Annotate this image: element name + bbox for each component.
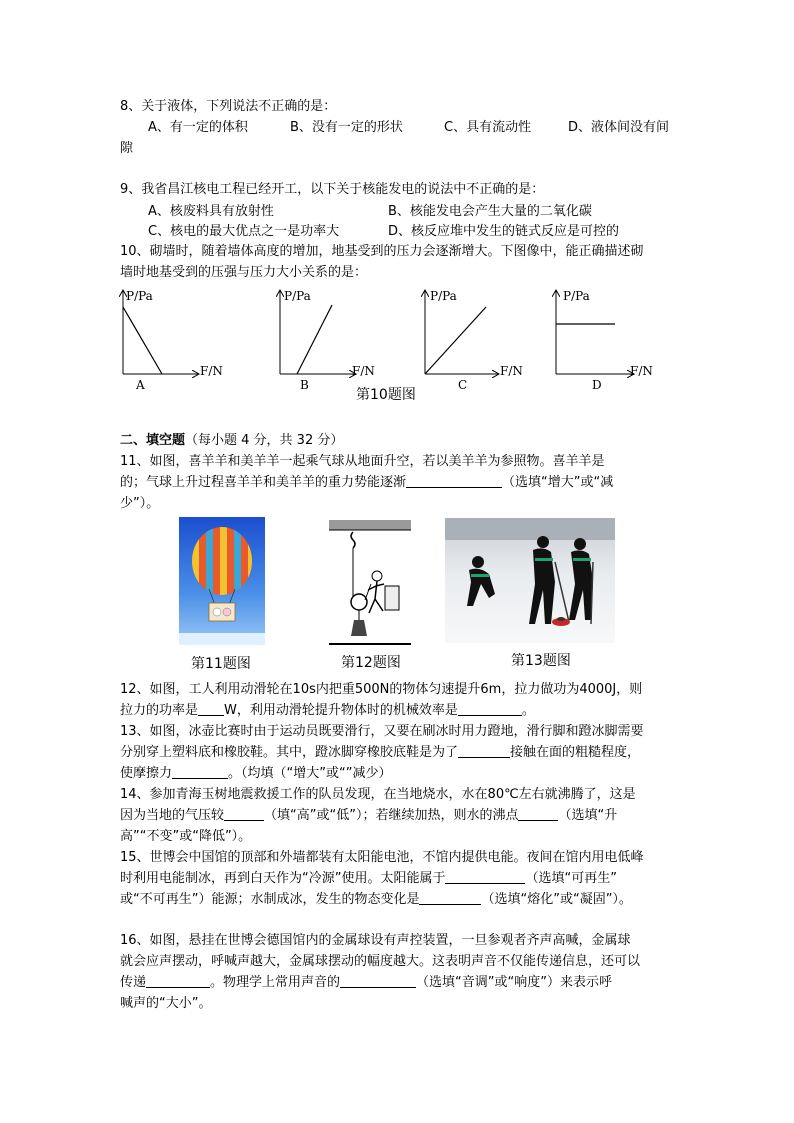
q13-line3 — [120, 765, 391, 783]
q13-text-a: 分别穿上塑料底和橡胶鞋。其中，蹬冰脚穿橡胶底鞋是为了 — [120, 745, 459, 760]
q11-caption: 第11题图 — [191, 656, 251, 672]
q11-text-a: 的；气球上升过程喜羊羊和美羊羊的重力势能逐渐 — [120, 475, 407, 490]
q16-line1: 16、如图，悬挂在世博会德国馆内的金属球设有声控装置，一旦参观者齐声高喊，金属球 — [120, 933, 631, 948]
q13-text-d: 。（均填（“增大”或“”减少） — [228, 766, 392, 781]
q8-option-a: A、有一定的体积 — [148, 120, 248, 135]
q15-text-a: 时利用电能制冰，再到白天作为“冷源”使用。太阳能属于 — [120, 871, 446, 886]
graph-a-letter: A — [136, 378, 145, 392]
q9-option-a: A、核废料具有放射性 — [148, 204, 274, 219]
q11-line3: 少”）。 — [120, 496, 160, 511]
q15-line3 — [120, 891, 632, 909]
q12-text-b1: 拉力的功率是 — [120, 703, 199, 718]
graph-d-y-label: P/Pa — [563, 289, 590, 303]
q12-line2 — [120, 702, 535, 720]
q15-line1: 15、世博会中国馆的顶部和外墙都装有太阳能电池，不馆内提供电能。夜间在馆内用电低峰 — [120, 850, 644, 865]
graph-a-y-label: P/Pa — [126, 289, 153, 303]
q14-blank-2 — [518, 807, 558, 821]
section2-heading — [120, 432, 343, 450]
q16-blank-1 — [146, 974, 210, 988]
q12-text-b3: 。 — [521, 703, 535, 718]
q14-blank-1 — [224, 807, 264, 821]
graph-b-letter: B — [300, 378, 309, 392]
q12-text-b2: W，利用动滑轮提升物体时的机械效率是 — [224, 703, 458, 718]
figure-13-curling-image — [445, 518, 615, 643]
q16-blank-2 — [340, 974, 416, 988]
q9-option-b: B、核能发电会产生大量的二氧化碳 — [388, 204, 592, 219]
q13-blank-2 — [172, 765, 228, 779]
q15-blank-1 — [445, 870, 525, 884]
q15-line2 — [120, 870, 617, 888]
graph-c-y-label: P/Pa — [430, 289, 457, 303]
q13-text-b: 接触在面的粗糙程度， — [510, 745, 641, 760]
q9-stem: 9、我省昌江核电工程已经开工，以下关于核能发电的说法中不正确的是： — [120, 182, 545, 197]
pulley-icon — [327, 518, 413, 649]
q9-option-d: D、核反应堆中发生的链式反应是可控的 — [388, 224, 620, 239]
graph-c-x-label: F/N — [500, 364, 523, 378]
q12-caption: 第12题图 — [341, 655, 401, 671]
q14-text-a: 因为当地的气压较 — [120, 808, 225, 823]
q16-line4: 喊声的“大小”。 — [120, 996, 212, 1011]
graph-c-line — [425, 307, 486, 374]
q9-option-c: C、核电的最大优点之一是功率大 — [148, 224, 340, 239]
q8-stem: 8、关于液体，下列说法不正确的是： — [120, 99, 337, 114]
q16-line2: 就会应声摆动，呼喊声越大，金属球摆动的幅度越大。这表明声音不仅能传递信息，还可以 — [120, 954, 641, 969]
q13-text-c: 使摩擦力 — [120, 766, 173, 781]
figure-11-balloon-image — [179, 517, 265, 645]
graph-b-y-label: P/Pa — [284, 289, 311, 303]
q8-wrap: 隙 — [120, 141, 134, 156]
graph-d-x-label: F/N — [630, 364, 653, 378]
q11-blank — [406, 474, 502, 488]
q14-line2 — [120, 807, 617, 825]
q13-blank-1 — [458, 744, 510, 758]
graph-b-x-label: F/N — [352, 364, 375, 378]
q14-line3: 高”“不变”或“降低”）。 — [120, 829, 252, 844]
q11-line1: 11、如图，喜羊羊和美羊羊一起乘气球从地面升空，若以美羊羊为参照物。喜羊羊是 — [120, 454, 605, 469]
q8-option-d: D、液体间没有间 — [568, 120, 670, 135]
q14-text-b: （填“高”或“低”）；若继续加热，则水的沸点 — [264, 808, 519, 823]
graph-d-letter: D — [592, 378, 602, 392]
q15-text-b: （选填“可再生” — [525, 871, 617, 886]
q12-line1: 12、如图，工人利用动滑轮在10s内把重500N的物体匀速提升6m，拉力做功为4000J，则 — [120, 682, 643, 697]
q8-option-b: B、没有一定的形状 — [290, 120, 403, 135]
q10-caption: 第10题图 — [356, 387, 416, 403]
section2-note: （每小题 4 分，共 32 分） — [185, 433, 344, 448]
q16-text-a: 传递 — [120, 975, 147, 990]
graph-a-x-label: F/N — [200, 364, 223, 378]
q10-line2: 墙时地基受到的压强与压力大小关系的是： — [120, 265, 368, 280]
graph-c-letter: C — [458, 378, 468, 392]
q16-line3 — [120, 974, 612, 992]
q15-blank-2 — [419, 891, 481, 905]
q12-blank-2 — [458, 702, 522, 716]
q13-line2 — [120, 744, 640, 762]
q14-text-c: （选填“升 — [558, 808, 618, 823]
curling-icon — [445, 518, 615, 643]
figure-12-pulley-image — [327, 518, 413, 649]
q16-text-b: 。物理学上常用声音的 — [210, 975, 341, 990]
q15-text-c: 或“不可再生”）能源；水制成冰，发生的物态变化是 — [120, 892, 420, 907]
q8-option-c: C、具有流动性 — [444, 120, 532, 135]
balloon-icon — [179, 517, 265, 645]
q15-text-d: （选填“熔化”或“凝固”）。 — [481, 892, 632, 907]
graph-b-line — [297, 305, 332, 374]
q13-caption: 第13题图 — [511, 653, 571, 669]
q12-blank-1 — [198, 702, 224, 716]
q14-line1: 14、参加青海玉树地震救援工作的队员发现，在当地烧水，水在80℃左右就沸腾了，这是 — [120, 787, 636, 802]
q13-line1: 13、如图，冰壶比赛时由于运动员既要滑行，又要在刷冰时用力蹬地，滑行脚和蹬冰脚需要 — [120, 724, 644, 739]
q11-text-b: （选填“增大”或“减 — [502, 475, 614, 490]
q11-line2 — [120, 474, 613, 492]
q16-text-c: （选填“音调”或“响度”）来表示呼 — [416, 975, 612, 990]
q10-line1: 10、砌墙时，随着墙体高度的增加，地基受到的压力会逐渐增大。下图像中，能正确描述砌 — [120, 244, 644, 259]
section2-title: 二、填空题 — [120, 433, 186, 448]
graph-a-line — [123, 307, 162, 374]
